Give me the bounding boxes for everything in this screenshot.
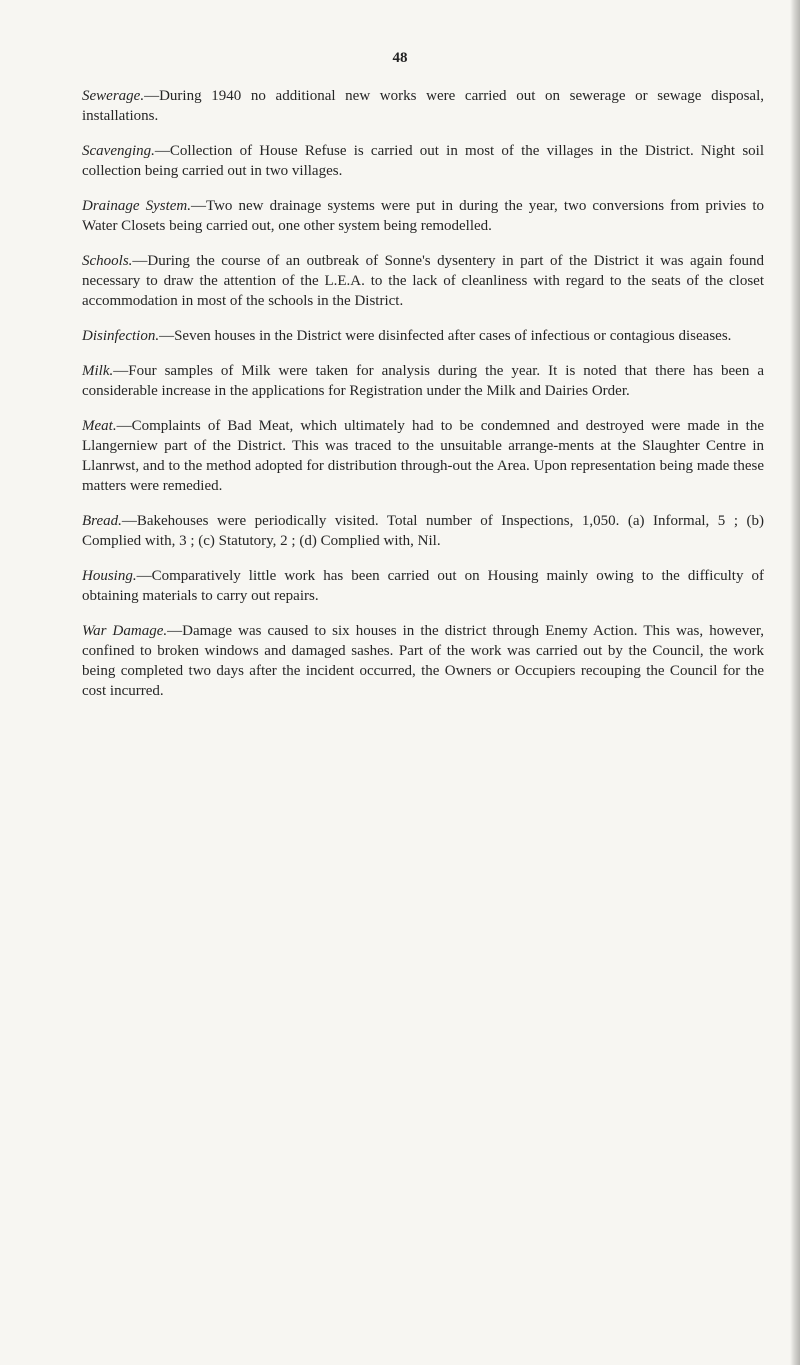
paragraph-text: Seven houses in the District were disinfected after cases of infectious or contagious diseases. xyxy=(174,328,732,344)
paragraph-heading: Meat. xyxy=(82,418,117,434)
paragraph-disinfection: Disinfection.—Seven houses in the District were disinfected after cases of infectious or contagious diseases. xyxy=(82,328,732,344)
paragraph-drainage-system: Drainage System.—Two new drainage systems were put in during the year, two conversions from privies to Water Closets being carried out, one other system being remodelled. xyxy=(82,198,764,234)
paragraph-heading: Bread. xyxy=(82,513,122,529)
paragraph-heading: Schools. xyxy=(82,253,133,269)
paragraph-text: Comparatively little work has been carried out on Housing mainly owing to the difficulty of obtaining materials to carry out repairs. xyxy=(82,568,764,604)
paragraph-heading: Drainage System. xyxy=(82,198,191,214)
paragraph-scavenging: Scavenging.—Collection of House Refuse is carried out in most of the villages in the District. Night soil collection being carried out in two villages. xyxy=(82,143,764,179)
paragraph-housing: Housing.—Comparatively little work has been carried out on Housing mainly owing to the difficulty of obtaining materials to carry out repairs. xyxy=(82,568,764,604)
paragraph-bread: Bread.—Bakehouses were periodically visited. Total number of Inspections, 1,050. (a) Informal, 5 ; (b) Complied with, 3 ; (c) Statutory, 2 ; (d) Complied with, Nil. xyxy=(82,513,764,549)
paragraph-war-damage: War Damage.—Damage was caused to six houses in the district through Enemy Action. This was, however, confined to broken windows and damaged sashes. Part of the work was carried out by the Council, the work being completed two days after the incident occurred, the Owners or Occupiers recouping the Council for the cost incurred. xyxy=(82,623,765,699)
paragraph-heading: Housing. xyxy=(82,568,137,584)
document-body xyxy=(82,86,764,716)
paragraph-text: Two new drainage systems were put in during the year, two conversions from privies to Water Closets being carried out, one other system being remodelled. xyxy=(82,198,764,234)
paragraph-milk: Milk.—Four samples of Milk were taken for analysis during the year. It is noted that there has been a considerable increase in the applications for Registration under the Milk and Dairies Order. xyxy=(82,363,764,399)
paragraph-text: Complaints of Bad Meat, which ultimately had to be condemned and destroyed were made in the Llangerniew part of the District. This was traced to the unsuitable arrange-ments at the Slaughter Centre in Llanrwst, and to the method adopted for distribution through-out the Area. Upon representation being made these matters were remedied. xyxy=(82,418,764,494)
page-number: 48 xyxy=(392,50,408,66)
paragraph-heading: Sewerage. xyxy=(82,88,145,104)
paragraph-heading: Disinfection. xyxy=(82,328,160,344)
paragraph-text: During the course of an outbreak of Sonne's dysentery in part of the District it was again found necessary to draw the attention of the L.E.A. to the lack of cleanliness with regard to the seats of the closet accommodation in most of the schools in the District. xyxy=(82,253,764,309)
paragraph-schools: Schools.—During the course of an outbreak of Sonne's dysentery in part of the District it was again found necessary to draw the attention of the L.E.A. to the lack of cleanliness with regard to the seats of the closet accommodation in most of the schools in the District. xyxy=(82,253,764,309)
paragraph-heading: Scavenging. xyxy=(82,143,155,159)
paragraph-text: Collection of House Refuse is carried out in most of the villages in the District. Night soil collection being carried out in two villages. xyxy=(82,143,764,179)
paragraph-text: Bakehouses were periodically visited. Total number of Inspections, 1,050. (a) Informal, 5 ; (b) Complied with, 3 ; (c) Statutory, 2 ; (d) Complied with, Nil. xyxy=(82,513,764,549)
paragraph-sewerage: Sewerage.—During 1940 no additional new works were carried out on sewerage or sewage disposal, installations. xyxy=(82,88,764,124)
paragraph-heading: War Damage. xyxy=(82,623,168,639)
paragraph-meat: Meat.—Complaints of Bad Meat, which ultimately had to be condemned and destroyed were made in the Llangerniew part of the District. This was traced to the unsuitable arrange-ments at the Slaughter Centre in Llanrwst, and to the method adopted for distribution through-out the Area. Upon representation being made these matters were remedied. xyxy=(82,418,764,494)
paragraph-heading: Milk. xyxy=(82,363,114,379)
paragraph-text: Damage was caused to six houses in the district through Enemy Action. This was, however, confined to broken windows and damaged sashes. Part of the work was carried out by the Council, the work being completed two days after the incident occurred, the Owners or Occupiers recouping the Council for the cost incurred. xyxy=(82,623,765,699)
paragraph-text: During 1940 no additional new works were carried out on sewerage or sewage disposal, installations. xyxy=(82,88,764,124)
paragraph-text: Four samples of Milk were taken for analysis during the year. It is noted that there has been a considerable increase in the applications for Registration under the Milk and Dairies Order. xyxy=(82,363,764,399)
page-edge-shadow xyxy=(790,0,800,1365)
